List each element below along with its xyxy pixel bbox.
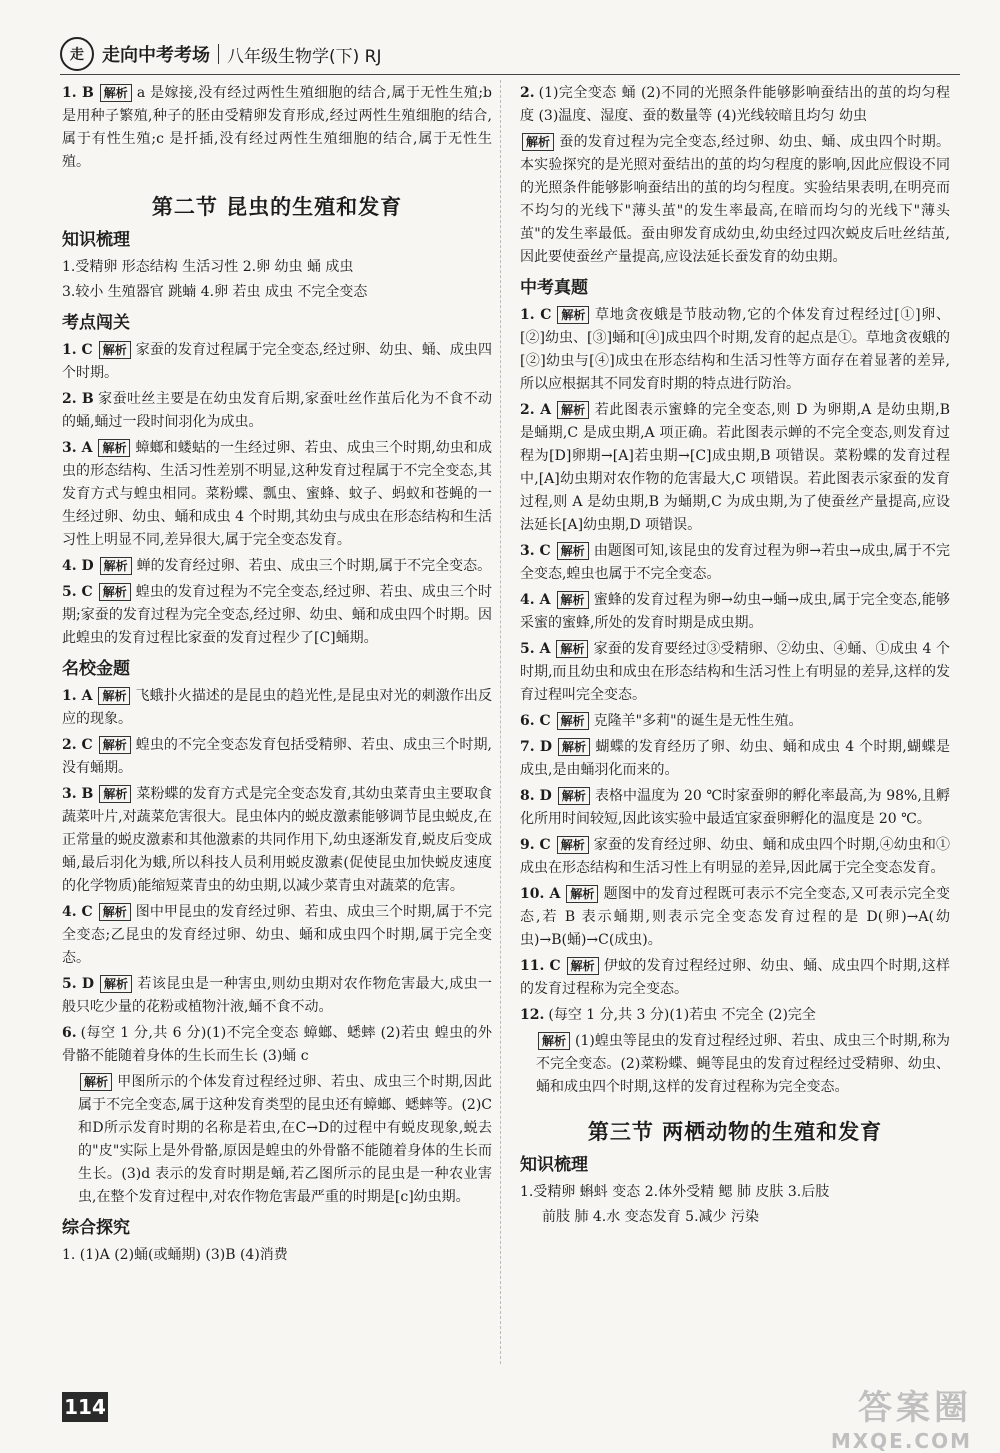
answer-text: 题图中的发育过程既可表示不完全变态,又可表示完全变态,若 B 表示蛹期,则表示完全变态发育过程的是 D(卵)→A(幼虫)→B(蛹)→C(成虫)。 <box>520 886 950 948</box>
answer-number: 3. C <box>520 543 551 559</box>
analysis-tag: 解析 <box>99 903 131 921</box>
answer-item <box>62 685 492 731</box>
answer-text: 蝴蝶的发育经历了卵、幼虫、蛹和成虫 4 个时期,蝴蝶是成虫,是由蛹羽化而来的。 <box>520 739 950 778</box>
answer-text: 家蚕的发育经过卵、幼虫、蛹和成虫四个时期,④幼虫和①成虫在形态结构和生活习性上有明显的差异,因此属于完全变态发育。 <box>520 837 950 876</box>
answer-item <box>62 388 492 434</box>
analysis-tag: 解析 <box>558 787 590 805</box>
analysis-tag: 解析 <box>557 591 589 609</box>
analysis-tag: 解析 <box>100 975 132 993</box>
answer-text: 图中甲昆虫的发育经过卵、若虫、成虫三个时期,属于不完全变态;乙昆虫的发育经过卵、幼虫、蛹和成虫四个时期,属于完全变态。 <box>62 904 492 966</box>
answer-item <box>62 555 492 578</box>
answer-item <box>520 399 950 537</box>
page-header <box>60 36 960 72</box>
answer-number: 4. C <box>62 904 93 920</box>
knowledge-line: 3.较小 生殖器官 跳蝻 4.卵 若虫 成虫 不完全变态 <box>62 284 368 300</box>
analysis-tag: 解析 <box>557 306 589 324</box>
header-rule <box>60 74 960 75</box>
answer-item <box>520 540 950 586</box>
answer-text: 甲图所示的个体发育过程经过卵、若虫、成虫三个时期,因此属于不完全变态,属于这种发育类型的昆虫还有蟑螂、蟋蟀等。(2)C和D所示发育时期的名称是若虫,在C→D的过程中有蜕皮现象,蜕去的"皮"实际上是外骨骼,原因是蝗虫的外骨骼不能随着身体的生长而生长。(3)d 表示的发育时期是蛹,若乙图所示的昆虫是一种农业害虫,在整个发育过程中,对农作物危害最严重的时期是[c]幼虫期。 <box>78 1074 492 1205</box>
answer-text: 飞蛾扑火描述的是昆虫的趋光性,是昆虫对光的刺激作出反应的现象。 <box>62 688 492 727</box>
section-title: 第三节 两栖动物的生殖和发育 <box>587 1120 883 1144</box>
answer-number: 10. A <box>520 886 561 902</box>
answer-item <box>62 734 492 780</box>
answer-text: 蜜蜂的发育过程为卵→幼虫→蛹→成虫,属于完全变态,能够采蜜的蜜蜂,所处的发育时期是成虫期。 <box>520 592 950 631</box>
answer-text: 蟑螂和蝼蛄的一生经过卵、若虫、成虫三个时期,幼虫和成虫的形态结构、生活习性差别不明显,这种发育过程属于不完全变态,其发育方式与蝗虫相同。菜粉蝶、瓢虫、蜜蜂、蚊子、蚂蚁和苍蝇的一生经过卵、幼虫、蛹和成虫 4 个时期,其幼虫与成虫在形态结构和生活习性上明显不同,差异很大,属于完全变态发育。 <box>62 440 492 548</box>
answer-text: (1)蝗虫等昆虫的发育过程经过卵、若虫、成虫三个时期,称为不完全变态。(2)菜粉蝶、蝇等昆虫的发育过程经过受精卵、幼虫、蛹和成虫四个时期,这样的发育过程称为完全变态。 <box>536 1033 950 1095</box>
answer-number: 5. C <box>62 584 93 600</box>
answer-item <box>62 783 492 898</box>
answer-item <box>520 736 950 782</box>
answer-text: 家蚕吐丝主要是在幼虫发育后期,家蚕吐丝作茧后化为不食不动的蛹,蛹过一段时间羽化为成虫。 <box>62 391 492 430</box>
answer-number: 7. D <box>520 739 553 755</box>
analysis-tag: 解析 <box>98 439 130 457</box>
answer-number: 2. A <box>520 402 552 418</box>
knowledge-line: 前肢 肺 4.水 变态发育 5.减少 污染 <box>542 1209 759 1225</box>
answer-item <box>62 437 492 552</box>
answer-item <box>62 339 492 385</box>
answer-number: 6. <box>62 1025 77 1041</box>
answer-item <box>62 1022 492 1068</box>
answer-number: 8. D <box>520 788 552 804</box>
answer-text: 蝗虫的不完全变态发育包括受精卵、若虫、成虫三个时期,没有蛹期。 <box>62 737 492 776</box>
answer-number: 5. D <box>62 976 95 992</box>
answer-text: 蝉的发育经过卵、若虫、成虫三个时期,属于不完全变态。 <box>136 558 492 574</box>
analysis-tag: 解析 <box>522 133 554 151</box>
answer-number: 1. A <box>62 688 93 704</box>
answer-number: 4. D <box>62 558 94 574</box>
answer-number: 9. C <box>520 837 551 853</box>
analysis-tag: 解析 <box>557 836 589 854</box>
answer-text: 蚕的发育过程为完全变态,经过卵、幼虫、蛹、成虫四个时期。本实验探究的是光照对蚕结出的茧的均匀程度的影响,因此应假设不同的光照条件能够影响蚕结出的茧的均匀程度。实验结果表明,在明亮而不均匀的光线下"薄头茧"的发生率最高,在暗而均匀的光线下"薄头茧"的发生率最低。蚕由卵发育成幼虫,幼虫经过四次蜕皮后吐丝结茧,因此要使蚕丝产量提高,应设法延长蚕发育的幼虫期。 <box>520 134 950 265</box>
answer-number: 2. <box>520 85 535 101</box>
analysis-tag: 解析 <box>567 957 599 975</box>
watermark-text: 答案圈 <box>858 1388 972 1428</box>
page-number: 114 <box>62 1392 108 1422</box>
book-subject: 八年级生物学(下) RJ <box>227 46 382 67</box>
analysis-tag: 解析 <box>538 1032 570 1050</box>
answer-number: 6. C <box>520 713 551 729</box>
analysis-tag: 解析 <box>99 341 131 359</box>
answer-number: 4. A <box>520 592 551 608</box>
subsection-title: 综合探究 <box>62 1218 130 1238</box>
answer-item <box>520 82 950 128</box>
answer-text: 若该昆虫是一种害虫,则幼虫期对农作物危害最大,成虫一般只吃少量的花粉或植物汁液,蛹不食不动。 <box>62 976 492 1015</box>
answer-item <box>520 1030 950 1099</box>
answer-item <box>520 589 950 635</box>
answer-text: 蝗虫的发育过程为不完全变态,经过卵、若虫、成虫三个时期;家蚕的发育过程为完全变态,经过卵、幼虫、蛹和成虫四个时期。因此蝗虫的发育过程比家蚕的发育过程少了[C]蛹期。 <box>62 584 492 646</box>
answer-list <box>520 304 950 1099</box>
answer-item <box>62 581 492 650</box>
answer-item <box>62 973 492 1019</box>
answer-text: 表格中温度为 20 ℃时家蚕卵的孵化率最高,为 98%,且孵化所用时间较短,因此该实验中最适宜家蚕卵孵化的温度是 20 ℃。 <box>520 788 950 827</box>
book-brand: 走向中考考场 <box>102 45 210 66</box>
analysis-tag: 解析 <box>557 542 589 560</box>
answer-text: 克隆羊"多莉"的诞生是无性生殖。 <box>593 713 803 729</box>
subsection-title: 知识梳理 <box>62 230 130 250</box>
column-divider <box>500 80 501 1364</box>
answer-text: (1)完全变态 蛹 (2)不同的光照条件能够影响蚕结出的茧的均匀程度 (3)温度、湿度、蚕的数量等 (4)光线较暗且均匀 幼虫 <box>520 85 950 124</box>
answer-item <box>520 883 950 952</box>
answer-number: 2. C <box>62 737 93 753</box>
subsection-title: 考点闯关 <box>62 313 130 333</box>
book-logo-icon: 走 <box>60 37 94 71</box>
analysis-tag: 解析 <box>556 640 588 658</box>
analysis-tag: 解析 <box>99 736 131 754</box>
answer-text: 草地贪夜蛾是节肢动物,它的个体发育过程经过[①]卵、[②]幼虫、[③]蛹和[④]成虫四个时期,发育的起点是①。草地贪夜蛾的[②]幼虫与[④]成虫在形态结构和生活习性等方面存在着显著的差异,所以应根据其不同发育时期的特点进行防治。 <box>520 307 950 392</box>
answer-text: (每空 1 分,共 3 分)(1)若虫 不完全 (2)完全 <box>548 1007 816 1023</box>
answer-number: 2. B <box>62 391 94 407</box>
answer-text: 伊蚊的发育过程经过卵、幼虫、蛹、成虫四个时期,这样的发育过程称为完全变态。 <box>520 958 951 997</box>
analysis-tag: 解析 <box>99 583 131 601</box>
answer-text: (每空 1 分,共 6 分)(1)不完全变态 蟑螂、蟋蟀 (2)若虫 蝗虫的外骨骼不能随着身体的生长而生长 (3)蛹 c <box>62 1025 492 1064</box>
answer-list <box>62 685 492 1209</box>
analysis-tag: 解析 <box>566 885 598 903</box>
analysis-tag: 解析 <box>557 401 589 419</box>
subsection-title: 名校金题 <box>62 659 130 679</box>
section-title: 第二节 昆虫的生殖和发育 <box>151 195 403 219</box>
answer-number: 12. <box>520 1007 545 1023</box>
answer-item <box>520 638 950 707</box>
answer-text: a 是嫁接,没有经过两性生殖细胞的结合,属于无性生殖;b 是用种子繁殖,种子的胚由受精卵发育形成,经过两性生殖细胞的结合,属于有性生殖;c 是扦插,没有经过两性生殖细胞的结合,属于无性生殖。 <box>62 85 492 170</box>
answer-number: 3. B <box>62 786 94 802</box>
answer-item <box>520 955 950 1001</box>
answer-number: 1. B <box>62 85 94 101</box>
answer-item <box>520 1004 950 1027</box>
analysis-tag: 解析 <box>80 1073 112 1091</box>
answer-item <box>62 901 492 970</box>
subsection-title: 中考真题 <box>520 278 588 298</box>
answer-item <box>520 710 950 733</box>
answer-item <box>62 82 492 174</box>
answer-number: 1. C <box>520 307 552 323</box>
answer-item <box>62 1071 492 1209</box>
analysis-tag: 解析 <box>558 738 590 756</box>
answer-number: 3. A <box>62 440 93 456</box>
answer-text: 家蚕的发育要经过③受精卵、②幼虫、④蛹、①成虫 4 个时期,而且幼虫和成虫在形态结构和生活习性上有明显的差异,这样的发育过程叫完全变态。 <box>520 641 950 703</box>
answer-text: 家蚕的发育过程属于完全变态,经过卵、幼虫、蛹、成虫四个时期。 <box>62 342 492 381</box>
answer-text: 菜粉蝶的发育方式是完全变态发育,其幼虫菜青虫主要取食蔬菜叶片,对蔬菜危害很大。昆虫体内的蜕皮激素能够调节昆虫蜕皮,在正常量的蜕皮激素和其他激素的共同作用下,幼虫逐渐发育,蜕皮后变成蛹,最后羽化为蛾,所以科技人员利用蜕皮激素(促使昆虫加快蜕皮速度的化学物质)能缩短菜青虫的幼虫期,以减少菜青虫对蔬菜的危害。 <box>62 786 492 894</box>
analysis-tag: 解析 <box>100 557 132 575</box>
watermark <box>831 1380 972 1453</box>
answer-number: 1. C <box>62 342 93 358</box>
answer-item <box>520 834 950 880</box>
answer-item <box>520 131 950 269</box>
analysis-tag: 解析 <box>100 84 132 102</box>
answer-item <box>520 304 950 396</box>
answer-list <box>62 339 492 650</box>
right-column <box>520 82 950 1231</box>
analysis-tag: 解析 <box>98 687 130 705</box>
knowledge-line: 1.受精卵 蝌蚪 变态 2.体外受精 鳃 肺 皮肤 3.后肢 <box>520 1184 830 1200</box>
analysis-tag: 解析 <box>99 785 131 803</box>
header-divider <box>218 44 219 64</box>
subsection-title: 知识梳理 <box>520 1155 588 1175</box>
left-column <box>62 82 492 1269</box>
answer-text: 若此图表示蜜蜂的完全变态,则 D 为卵期,A 是幼虫期,B 是蛹期,C 是成虫期,A 项正确。若此图表示蝉的不完全变态,则发育过程为[D]卵期→[A]若虫期→[C]成虫期,B 项错误。菜粉蝶的发育过程中,[A]幼虫期对农作物的危害最大,C 项错误。若此图表示家蚕的发育过程,则 A 是幼虫期,B 为蛹期,C 为成虫期,为了使蚕丝产量提高,应设法延长[A]幼虫期,D 项错误。 <box>520 402 950 533</box>
answer-text: 由题图可知,该昆虫的发育过程为卵→若虫→成虫,属于不完全变态,蝗虫也属于不完全变态。 <box>520 543 950 582</box>
answer-number: 5. A <box>520 641 551 657</box>
answer-number: 11. C <box>520 958 561 974</box>
answer-line: 1. (1)A (2)蛹(或蛹期) (3)B (4)消费 <box>62 1247 288 1263</box>
knowledge-line: 1.受精卵 形态结构 生活习性 2.卵 幼虫 蛹 成虫 <box>62 259 354 275</box>
analysis-tag: 解析 <box>557 712 589 730</box>
answer-item <box>520 785 950 831</box>
watermark-url: MXQE.COM <box>830 1429 972 1453</box>
